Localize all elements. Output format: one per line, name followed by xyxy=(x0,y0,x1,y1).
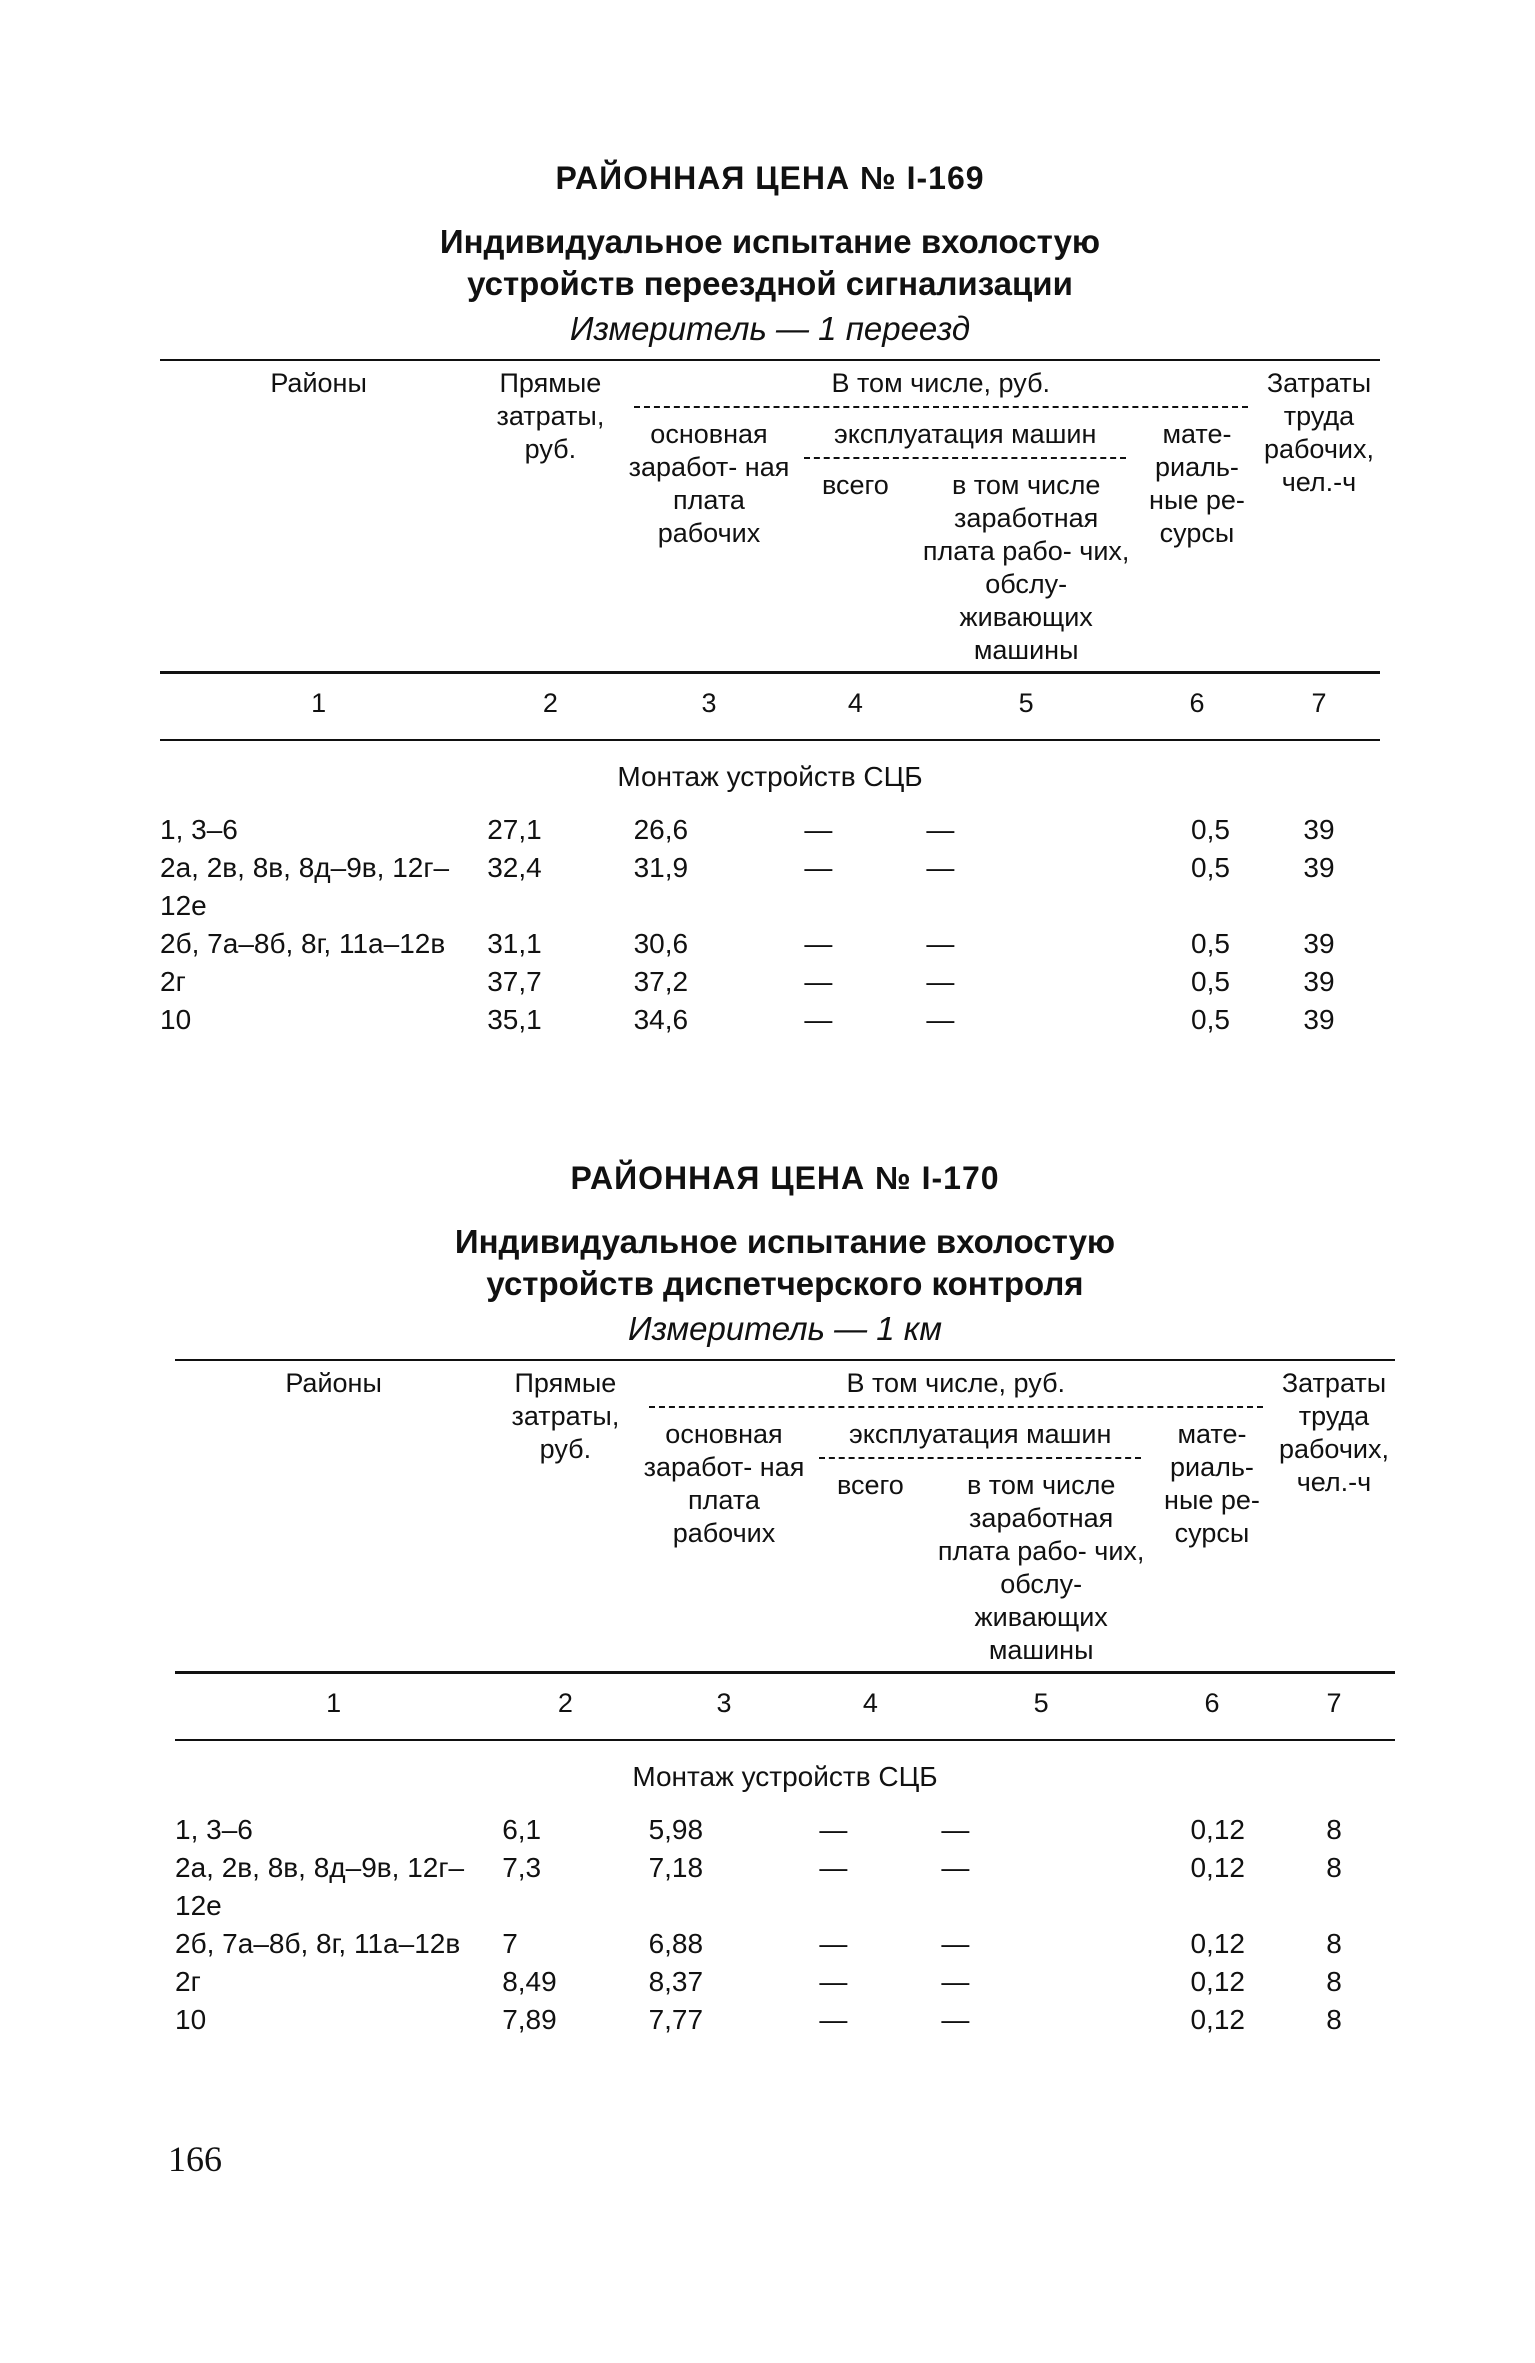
column-number: 7 xyxy=(1326,1688,1342,1718)
table-row xyxy=(175,2001,1395,2039)
table-header xyxy=(160,359,1380,671)
page-number: 166 xyxy=(168,2139,222,2179)
cell-labor: 39 xyxy=(1303,928,1335,959)
cell-region: 2а, 2в, 8в, 8д–9в, 12г–12е xyxy=(175,1852,465,1921)
cell-region: 2г xyxy=(160,966,186,997)
cell-direct: 27,1 xyxy=(487,814,542,845)
cell-region: 10 xyxy=(160,1004,192,1035)
header-materials: мате- риаль- ные ре- сурсы xyxy=(1149,419,1245,548)
price-section-i169 xyxy=(160,160,1380,1039)
column-number: 5 xyxy=(1033,1688,1049,1718)
header-machine-group: эксплуатация машин xyxy=(833,419,1097,449)
header-including-group: В том числе, руб. xyxy=(831,368,1051,398)
header-machine-divider xyxy=(804,457,1126,459)
header-machine-wage: в том числе заработная плата рабо- чих, обслу- живающих машины xyxy=(922,470,1130,665)
cell-machine-total: — xyxy=(804,928,833,959)
header-including-group: В том числе, руб. xyxy=(846,1368,1066,1398)
column-numbers-row xyxy=(175,1671,1395,1741)
section-title-line2: устройств диспетчерского контроля xyxy=(486,1265,1084,1302)
column-number: 7 xyxy=(1311,688,1327,718)
column-number: 1 xyxy=(311,688,327,718)
cell-machine-total: — xyxy=(819,1928,848,1959)
cell-wage: 34,6 xyxy=(633,1004,689,1035)
column-number: 3 xyxy=(701,688,717,718)
header-machine-group: эксплуатация машин xyxy=(848,1419,1112,1449)
header-machine-divider xyxy=(819,1457,1141,1459)
cell-machine-wage: — xyxy=(941,1852,970,1883)
section-heading: РАЙОННАЯ ЦЕНА № I-170 xyxy=(570,1160,1000,1196)
table-row xyxy=(175,1849,1395,1925)
cell-wage: 30,6 xyxy=(633,928,689,959)
column-number: 2 xyxy=(557,1688,573,1718)
cell-labor: 8 xyxy=(1326,1852,1342,1883)
table-subheading: Монтаж устройств СЦБ xyxy=(617,761,923,792)
table-row xyxy=(175,1925,1395,1963)
cell-machine-wage: — xyxy=(941,1928,970,1959)
price-table-body xyxy=(175,1811,1395,2039)
header-regions: Районы xyxy=(285,1368,382,1398)
cell-direct: 6,1 xyxy=(502,1814,542,1845)
cell-direct: 31,1 xyxy=(487,928,542,959)
cell-wage: 7,18 xyxy=(648,1852,704,1883)
section-title-line1: Индивидуальное испытание вхолостую xyxy=(454,1223,1116,1260)
cell-machine-wage: — xyxy=(941,1814,970,1845)
cell-region: 2б, 7а–8б, 8г, 11а–12в xyxy=(175,1928,461,1959)
cell-direct: 35,1 xyxy=(487,1004,542,1035)
column-number: 6 xyxy=(1204,1688,1220,1718)
column-number: 3 xyxy=(716,1688,732,1718)
cell-materials: 0,5 xyxy=(1191,814,1230,845)
cell-region: 2б, 7а–8б, 8г, 11а–12в xyxy=(160,928,446,959)
header-base-wage: основная заработ- ная плата рабочих xyxy=(628,419,790,548)
section-measure: Измеритель — 1 переезд xyxy=(569,310,971,347)
cell-machine-total: — xyxy=(804,852,833,883)
cell-labor: 8 xyxy=(1326,2004,1342,2035)
cell-materials: 0,12 xyxy=(1190,2004,1245,2035)
cell-direct: 8,49 xyxy=(502,1966,557,1997)
cell-machine-wage: — xyxy=(941,2004,970,2035)
cell-labor: 39 xyxy=(1303,966,1335,997)
header-labor: Затраты труда рабочих, чел.-ч xyxy=(1278,1368,1390,1497)
table-header xyxy=(175,1359,1395,1671)
header-direct-costs: Прямые затраты, руб. xyxy=(511,1368,620,1464)
cell-wage: 8,37 xyxy=(648,1966,704,1997)
cell-direct: 7,3 xyxy=(502,1852,542,1883)
table-row xyxy=(175,1963,1395,2001)
header-regions: Районы xyxy=(270,368,367,398)
table-row xyxy=(160,849,1380,925)
price-section-i170 xyxy=(175,1160,1395,2039)
cell-materials: 0,12 xyxy=(1190,1928,1245,1959)
cell-wage: 5,98 xyxy=(648,1814,704,1845)
cell-materials: 0,12 xyxy=(1190,1966,1245,1997)
cell-machine-total: — xyxy=(804,966,833,997)
cell-labor: 8 xyxy=(1326,1814,1342,1845)
cell-materials: 0,5 xyxy=(1191,852,1230,883)
header-labor: Затраты труда рабочих, чел.-ч xyxy=(1263,368,1375,497)
cell-machine-total: — xyxy=(804,814,833,845)
table-row xyxy=(160,963,1380,1001)
cell-machine-wage: — xyxy=(926,1004,955,1035)
header-machine-total: всего xyxy=(821,470,889,500)
cell-materials: 0,5 xyxy=(1191,1004,1230,1035)
cell-machine-total: — xyxy=(819,1966,848,1997)
column-number: 4 xyxy=(862,1688,878,1718)
cell-wage: 31,9 xyxy=(633,852,689,883)
cell-machine-wage: — xyxy=(941,1966,970,1997)
cell-machine-wage: — xyxy=(926,928,955,959)
cell-machine-wage: — xyxy=(926,852,955,883)
cell-machine-total: — xyxy=(819,1852,848,1883)
cell-machine-total: — xyxy=(819,1814,848,1845)
cell-direct: 32,4 xyxy=(487,852,542,883)
cell-region: 2а, 2в, 8в, 8д–9в, 12г–12е xyxy=(160,852,450,921)
cell-labor: 39 xyxy=(1303,1004,1335,1035)
header-group-divider xyxy=(634,406,1248,408)
column-numbers-row xyxy=(160,671,1380,741)
cell-labor: 39 xyxy=(1303,852,1335,883)
cell-wage: 26,6 xyxy=(633,814,689,845)
table-row xyxy=(175,1811,1395,1849)
header-group-divider xyxy=(649,1406,1263,1408)
header-materials: мате- риаль- ные ре- сурсы xyxy=(1164,1419,1260,1548)
column-number: 6 xyxy=(1189,688,1205,718)
column-number: 1 xyxy=(326,1688,342,1718)
header-base-wage: основная заработ- ная плата рабочих xyxy=(643,1419,805,1548)
cell-wage: 37,2 xyxy=(633,966,689,997)
table-row xyxy=(160,925,1380,963)
table-row xyxy=(160,811,1380,849)
cell-direct: 7 xyxy=(502,1928,518,1959)
section-measure: Измеритель — 1 км xyxy=(627,1310,943,1347)
cell-region: 1, 3–6 xyxy=(160,814,238,845)
price-table-body xyxy=(160,811,1380,1039)
section-heading: РАЙОННАЯ ЦЕНА № I-169 xyxy=(555,160,985,196)
cell-machine-total: — xyxy=(804,1004,833,1035)
column-number: 2 xyxy=(542,688,558,718)
cell-materials: 0,12 xyxy=(1190,1814,1245,1845)
header-machine-wage: в том числе заработная плата рабо- чих, обслу- живающих машины xyxy=(937,1470,1145,1665)
cell-direct: 7,89 xyxy=(502,2004,557,2035)
cell-machine-wage: — xyxy=(926,814,955,845)
cell-labor: 8 xyxy=(1326,1966,1342,1997)
header-direct-costs: Прямые затраты, руб. xyxy=(496,368,605,464)
cell-direct: 37,7 xyxy=(487,966,542,997)
column-number: 4 xyxy=(847,688,863,718)
cell-wage: 6,88 xyxy=(648,1928,704,1959)
cell-region: 1, 3–6 xyxy=(175,1814,253,1845)
section-title-line2: устройств переездной сигнализации xyxy=(467,265,1073,302)
table-row xyxy=(160,1001,1380,1039)
table-subheading: Монтаж устройств СЦБ xyxy=(632,1761,938,1792)
cell-region: 10 xyxy=(175,2004,207,2035)
section-title-line1: Индивидуальное испытание вхолостую xyxy=(439,223,1101,260)
cell-labor: 39 xyxy=(1303,814,1335,845)
column-number: 5 xyxy=(1018,688,1034,718)
cell-materials: 0,12 xyxy=(1190,1852,1245,1883)
cell-region: 2г xyxy=(175,1966,201,1997)
header-machine-total: всего xyxy=(836,1470,904,1500)
cell-machine-total: — xyxy=(819,2004,848,2035)
cell-materials: 0,5 xyxy=(1191,928,1230,959)
cell-labor: 8 xyxy=(1326,1928,1342,1959)
cell-wage: 7,77 xyxy=(648,2004,704,2035)
cell-materials: 0,5 xyxy=(1191,966,1230,997)
cell-machine-wage: — xyxy=(926,966,955,997)
